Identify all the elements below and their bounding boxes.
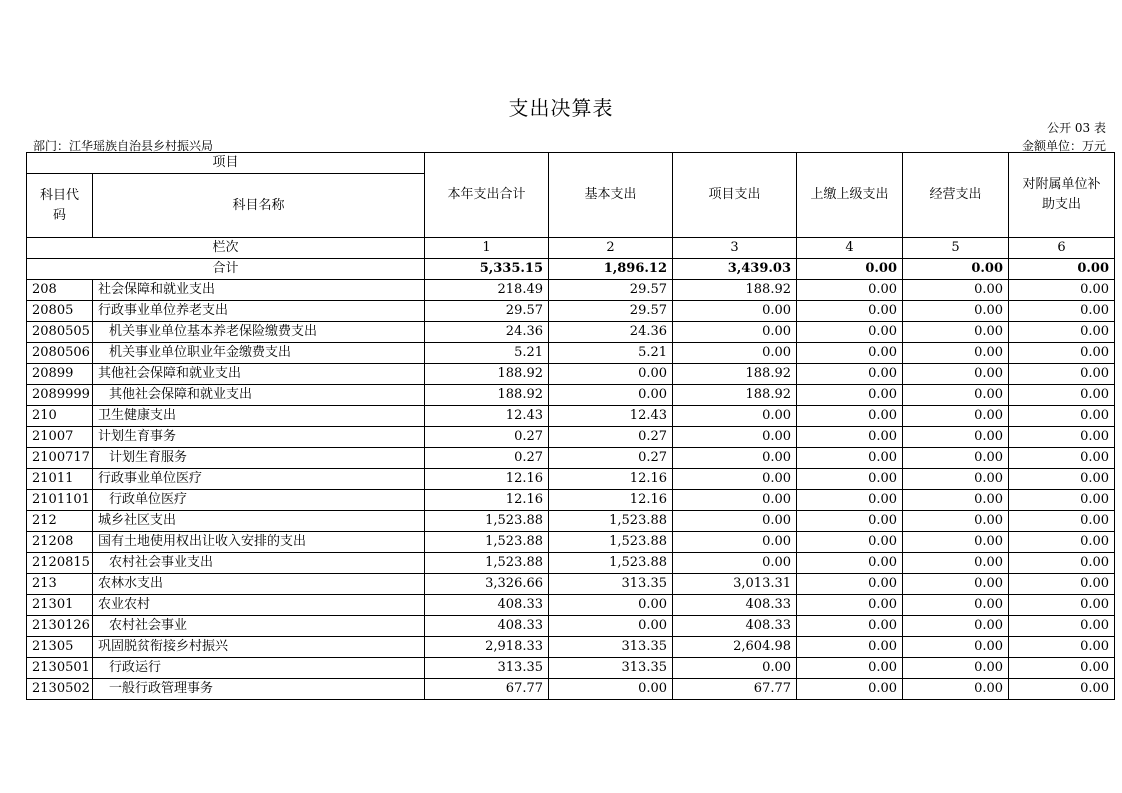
total-value: 3,439.03 <box>673 259 797 280</box>
row-value: 0.00 <box>903 322 1009 343</box>
row-value: 0.00 <box>549 616 673 637</box>
row-value: 0.00 <box>1009 280 1115 301</box>
row-value: 218.49 <box>425 280 549 301</box>
table-row <box>27 385 1115 406</box>
row-code: 2080505 <box>27 322 93 343</box>
row-value: 1,523.88 <box>425 532 549 553</box>
row-value: 0.00 <box>797 553 903 574</box>
total-value: 0.00 <box>797 259 903 280</box>
row-code: 20805 <box>27 301 93 322</box>
form-code: 公开 03 表 <box>1047 121 1106 135</box>
table-row <box>27 679 1115 700</box>
row-value: 29.57 <box>549 301 673 322</box>
row-value: 29.57 <box>425 301 549 322</box>
row-value: 67.77 <box>425 679 549 700</box>
row-code: 2080506 <box>27 343 93 364</box>
row-value: 29.57 <box>549 280 673 301</box>
total-value: 1,896.12 <box>549 259 673 280</box>
row-name: 巩固脱贫衔接乡村振兴 <box>93 637 425 658</box>
table-row <box>27 511 1115 532</box>
row-value: 0.00 <box>673 469 797 490</box>
table-row <box>27 301 1115 322</box>
row-code: 21305 <box>27 637 93 658</box>
row-value: 12.16 <box>425 469 549 490</box>
row-value: 12.16 <box>549 490 673 511</box>
table-row <box>27 595 1115 616</box>
row-code: 2089999 <box>27 385 93 406</box>
row-value: 0.00 <box>903 616 1009 637</box>
row-value: 12.43 <box>549 406 673 427</box>
table-row <box>27 322 1115 343</box>
row-value: 188.92 <box>673 364 797 385</box>
row-value: 0.00 <box>903 427 1009 448</box>
row-value: 408.33 <box>425 595 549 616</box>
row-code: 2100717 <box>27 448 93 469</box>
row-value: 24.36 <box>425 322 549 343</box>
row-value: 0.00 <box>673 490 797 511</box>
header-upper: 上缴上级支出 <box>797 153 903 238</box>
row-value: 0.00 <box>549 679 673 700</box>
table-row <box>27 553 1115 574</box>
report-title: 支出决算表 <box>508 96 614 120</box>
row-value: 0.00 <box>1009 343 1115 364</box>
row-code: 210 <box>27 406 93 427</box>
row-value: 0.00 <box>1009 553 1115 574</box>
row-name: 农业农村 <box>93 595 425 616</box>
row-value: 0.00 <box>903 574 1009 595</box>
row-value: 2,604.98 <box>673 637 797 658</box>
column-index: 1 <box>425 238 549 259</box>
row-value: 1,523.88 <box>549 532 673 553</box>
row-code: 21208 <box>27 532 93 553</box>
header-row-1 <box>27 153 1115 174</box>
row-value: 0.00 <box>673 343 797 364</box>
row-value: 0.00 <box>797 511 903 532</box>
row-value: 188.92 <box>673 385 797 406</box>
row-value: 5.21 <box>425 343 549 364</box>
column-index: 2 <box>549 238 673 259</box>
table-row <box>27 490 1115 511</box>
row-value: 0.00 <box>1009 511 1115 532</box>
column-index: 6 <box>1009 238 1115 259</box>
table-row <box>27 469 1115 490</box>
row-name: 农林水支出 <box>93 574 425 595</box>
row-value: 0.00 <box>797 427 903 448</box>
table-row <box>27 637 1115 658</box>
header-basic: 基本支出 <box>549 153 673 238</box>
row-value: 0.00 <box>1009 469 1115 490</box>
row-value: 0.00 <box>797 448 903 469</box>
row-code: 212 <box>27 511 93 532</box>
row-value: 0.00 <box>1009 406 1115 427</box>
row-code: 21011 <box>27 469 93 490</box>
table-row <box>27 343 1115 364</box>
row-value: 0.00 <box>797 364 903 385</box>
total-label: 合计 <box>27 259 425 280</box>
row-value: 0.00 <box>1009 658 1115 679</box>
row-value: 0.00 <box>797 658 903 679</box>
expenditure-table <box>26 152 1115 700</box>
row-code: 2120815 <box>27 553 93 574</box>
row-value: 0.00 <box>903 490 1009 511</box>
row-value: 0.00 <box>797 595 903 616</box>
row-value: 0.27 <box>549 448 673 469</box>
table-row <box>27 427 1115 448</box>
column-index: 5 <box>903 238 1009 259</box>
row-value: 0.00 <box>797 532 903 553</box>
column-index-label: 栏次 <box>27 238 425 259</box>
row-value: 0.00 <box>1009 448 1115 469</box>
row-name: 计划生育服务 <box>93 448 425 469</box>
total-row <box>27 259 1115 280</box>
row-value: 0.00 <box>797 679 903 700</box>
row-value: 0.00 <box>1009 574 1115 595</box>
row-code: 2101101 <box>27 490 93 511</box>
header-business: 经营支出 <box>903 153 1009 238</box>
row-code: 213 <box>27 574 93 595</box>
row-value: 0.00 <box>903 406 1009 427</box>
row-value: 5.21 <box>549 343 673 364</box>
row-value: 0.00 <box>1009 532 1115 553</box>
row-value: 0.00 <box>903 553 1009 574</box>
row-value: 0.00 <box>1009 322 1115 343</box>
row-value: 12.43 <box>425 406 549 427</box>
row-value: 0.00 <box>1009 301 1115 322</box>
row-value: 0.00 <box>549 364 673 385</box>
row-value: 0.00 <box>1009 595 1115 616</box>
row-name: 其他社会保障和就业支出 <box>93 364 425 385</box>
row-name: 城乡社区支出 <box>93 511 425 532</box>
row-value: 0.00 <box>797 280 903 301</box>
table-row <box>27 532 1115 553</box>
row-value: 1,523.88 <box>549 553 673 574</box>
table-row <box>27 280 1115 301</box>
header-subsidy: 对附属单位补助支出 <box>1009 153 1115 238</box>
row-code: 20899 <box>27 364 93 385</box>
row-name: 社会保障和就业支出 <box>93 280 425 301</box>
total-value: 5,335.15 <box>425 259 549 280</box>
header-name: 科目名称 <box>93 174 425 238</box>
row-value: 0.00 <box>673 322 797 343</box>
row-value: 0.00 <box>797 616 903 637</box>
row-value: 12.16 <box>549 469 673 490</box>
row-value: 188.92 <box>673 280 797 301</box>
total-value: 0.00 <box>903 259 1009 280</box>
row-name: 机关事业单位基本养老保险缴费支出 <box>93 322 425 343</box>
header-project: 项目支出 <box>673 153 797 238</box>
row-value: 0.00 <box>797 406 903 427</box>
row-name: 行政事业单位医疗 <box>93 469 425 490</box>
row-value: 24.36 <box>549 322 673 343</box>
row-name: 行政运行 <box>93 658 425 679</box>
column-index: 3 <box>673 238 797 259</box>
row-value: 0.00 <box>673 511 797 532</box>
row-value: 1,523.88 <box>549 511 673 532</box>
row-value: 3,326.66 <box>425 574 549 595</box>
row-value: 0.00 <box>797 574 903 595</box>
header-item: 项目 <box>27 153 425 174</box>
row-value: 0.00 <box>797 490 903 511</box>
row-name: 国有土地使用权出让收入安排的支出 <box>93 532 425 553</box>
table-row <box>27 364 1115 385</box>
row-value: 0.00 <box>673 658 797 679</box>
row-value: 0.00 <box>1009 637 1115 658</box>
total-value: 0.00 <box>1009 259 1115 280</box>
row-value: 0.00 <box>1009 679 1115 700</box>
unit-label: 金额单位：万元 <box>1021 139 1106 153</box>
row-name: 机关事业单位职业年金缴费支出 <box>93 343 425 364</box>
row-value: 0.00 <box>903 532 1009 553</box>
table-row <box>27 658 1115 679</box>
row-value: 408.33 <box>673 595 797 616</box>
row-value: 0.00 <box>903 301 1009 322</box>
row-value: 0.00 <box>797 301 903 322</box>
row-value: 0.00 <box>797 322 903 343</box>
row-value: 2,918.33 <box>425 637 549 658</box>
row-name: 行政事业单位养老支出 <box>93 301 425 322</box>
row-value: 0.00 <box>903 679 1009 700</box>
row-value: 67.77 <box>673 679 797 700</box>
row-code: 21301 <box>27 595 93 616</box>
row-code: 21007 <box>27 427 93 448</box>
row-value: 0.00 <box>903 343 1009 364</box>
row-value: 0.00 <box>1009 616 1115 637</box>
row-value: 0.27 <box>425 448 549 469</box>
row-value: 313.35 <box>549 574 673 595</box>
row-value: 0.00 <box>903 469 1009 490</box>
row-value: 0.00 <box>1009 490 1115 511</box>
row-code: 2130502 <box>27 679 93 700</box>
row-value: 0.00 <box>1009 427 1115 448</box>
table-row <box>27 616 1115 637</box>
table-row <box>27 574 1115 595</box>
row-value: 0.00 <box>673 448 797 469</box>
header-code: 科目代码 <box>27 174 93 238</box>
row-value: 0.00 <box>549 385 673 406</box>
row-value: 0.27 <box>425 427 549 448</box>
row-value: 0.00 <box>903 385 1009 406</box>
row-name: 其他社会保障和就业支出 <box>93 385 425 406</box>
row-value: 0.00 <box>549 595 673 616</box>
department-label: 部门：江华瑶族自治县乡村振兴局 <box>33 139 214 153</box>
row-name: 计划生育事务 <box>93 427 425 448</box>
row-value: 0.00 <box>903 511 1009 532</box>
column-index-row <box>27 238 1115 259</box>
row-value: 0.00 <box>1009 385 1115 406</box>
table-row <box>27 406 1115 427</box>
row-code: 2130501 <box>27 658 93 679</box>
row-value: 0.00 <box>673 532 797 553</box>
row-code: 208 <box>27 280 93 301</box>
row-name: 卫生健康支出 <box>93 406 425 427</box>
row-name: 农村社会事业支出 <box>93 553 425 574</box>
row-value: 12.16 <box>425 490 549 511</box>
row-value: 0.00 <box>797 343 903 364</box>
row-value: 0.00 <box>797 469 903 490</box>
row-value: 313.35 <box>549 658 673 679</box>
row-value: 3,013.31 <box>673 574 797 595</box>
row-value: 0.00 <box>1009 364 1115 385</box>
row-value: 0.00 <box>673 406 797 427</box>
row-value: 0.00 <box>903 637 1009 658</box>
row-value: 0.00 <box>673 427 797 448</box>
row-value: 0.00 <box>903 280 1009 301</box>
row-value: 188.92 <box>425 385 549 406</box>
row-value: 0.00 <box>673 301 797 322</box>
row-name: 行政单位医疗 <box>93 490 425 511</box>
row-value: 0.27 <box>549 427 673 448</box>
row-value: 0.00 <box>673 553 797 574</box>
row-value: 0.00 <box>797 637 903 658</box>
table-row <box>27 448 1115 469</box>
row-name: 农村社会事业 <box>93 616 425 637</box>
row-value: 0.00 <box>903 448 1009 469</box>
row-value: 408.33 <box>673 616 797 637</box>
row-code: 2130126 <box>27 616 93 637</box>
row-value: 0.00 <box>903 364 1009 385</box>
header-total: 本年支出合计 <box>425 153 549 238</box>
row-value: 313.35 <box>549 637 673 658</box>
column-index: 4 <box>797 238 903 259</box>
row-value: 1,523.88 <box>425 511 549 532</box>
row-value: 0.00 <box>903 595 1009 616</box>
row-value: 188.92 <box>425 364 549 385</box>
row-value: 408.33 <box>425 616 549 637</box>
row-value: 313.35 <box>425 658 549 679</box>
row-name: 一般行政管理事务 <box>93 679 425 700</box>
row-value: 0.00 <box>903 658 1009 679</box>
row-value: 0.00 <box>797 385 903 406</box>
row-value: 1,523.88 <box>425 553 549 574</box>
